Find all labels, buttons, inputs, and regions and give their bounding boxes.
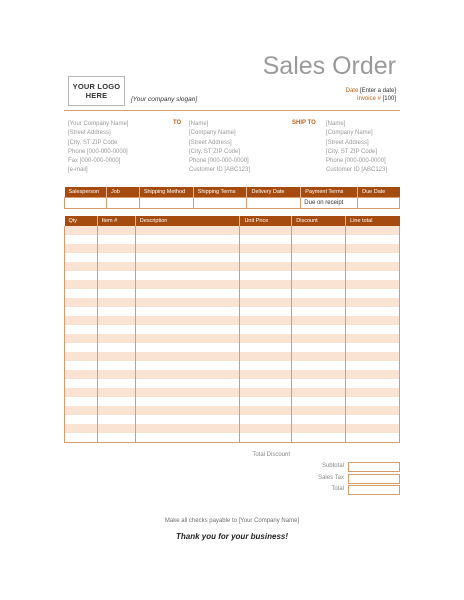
- cell-line-total[interactable]: [346, 397, 400, 406]
- cell-qty[interactable]: [65, 226, 98, 235]
- header-delivery-date: Delivery Date: [247, 187, 301, 198]
- cell-qty[interactable]: [65, 253, 98, 262]
- cell-unit-price[interactable]: [240, 343, 292, 352]
- table-row: [65, 307, 400, 316]
- cell-line-total[interactable]: [346, 316, 400, 325]
- cell-description[interactable]: [135, 352, 240, 361]
- cell-unit-price[interactable]: [240, 406, 292, 415]
- cell-description[interactable]: [135, 244, 240, 253]
- cell-item-number[interactable]: [97, 352, 135, 361]
- cell-discount[interactable]: [292, 316, 346, 325]
- cell-item-number[interactable]: [97, 370, 135, 379]
- cell-line-total[interactable]: [346, 298, 400, 307]
- table-row: [65, 235, 400, 244]
- cell-item-number[interactable]: [97, 235, 135, 244]
- cell-discount[interactable]: [292, 406, 346, 415]
- cell-unit-price[interactable]: [240, 334, 292, 343]
- cell-line-total[interactable]: [346, 289, 400, 298]
- payment-note: Make all checks payable to [Your Company Name]: [164, 518, 300, 524]
- cell-discount[interactable]: [292, 289, 346, 298]
- cell-qty[interactable]: [65, 280, 98, 289]
- cell-item-number[interactable]: [97, 280, 135, 289]
- cell-description[interactable]: [135, 253, 240, 262]
- cell-qty[interactable]: [65, 298, 98, 307]
- ship-to-company: [Company Name]: [326, 130, 373, 137]
- cell-line-total[interactable]: [346, 361, 400, 370]
- cell-qty[interactable]: [65, 289, 98, 298]
- cell-description[interactable]: [135, 235, 240, 244]
- cell-unit-price[interactable]: [240, 397, 292, 406]
- cell-unit-price[interactable]: [240, 433, 292, 443]
- cell-item-number[interactable]: [97, 316, 135, 325]
- cell-unit-price[interactable]: [240, 244, 292, 253]
- table-row: [65, 415, 400, 424]
- cell-item-number[interactable]: [97, 271, 135, 280]
- table-row: [65, 262, 400, 271]
- cell-line-total[interactable]: [346, 370, 400, 379]
- cell-qty[interactable]: [65, 334, 98, 343]
- ship-to-name: [Name]: [326, 121, 346, 127]
- cell-line-total[interactable]: [346, 244, 400, 253]
- invoice-value: [100]: [382, 96, 396, 102]
- cell-discount[interactable]: [292, 271, 346, 280]
- table-row: [65, 226, 400, 235]
- cell-qty[interactable]: [65, 307, 98, 316]
- cell-item-number[interactable]: [97, 334, 135, 343]
- cell-line-total[interactable]: [346, 325, 400, 334]
- table-row: [65, 244, 400, 253]
- cell-discount[interactable]: [292, 235, 346, 244]
- cell-qty[interactable]: [65, 244, 98, 253]
- cell-item-number[interactable]: [97, 406, 135, 415]
- cell-description[interactable]: [135, 289, 240, 298]
- cell-item-number[interactable]: [97, 388, 135, 397]
- cell-qty[interactable]: [65, 415, 98, 424]
- cell-line-total[interactable]: [346, 280, 400, 289]
- cell-item-number[interactable]: [97, 397, 135, 406]
- total-discount-label: Total Discount: [252, 452, 290, 458]
- logo-placeholder: [68, 76, 125, 106]
- header-unit-price: Unit Price: [240, 216, 292, 226]
- cell-item-number[interactable]: [97, 379, 135, 388]
- table-row: [65, 370, 400, 379]
- cell-shipping-method[interactable]: [139, 198, 193, 209]
- cell-item-number[interactable]: [97, 433, 135, 443]
- cell-line-total[interactable]: [346, 352, 400, 361]
- subtotal-label: Subtotal: [321, 463, 344, 469]
- cell-unit-price[interactable]: [240, 424, 292, 433]
- table-row: [65, 271, 400, 280]
- cell-discount[interactable]: [292, 325, 346, 334]
- table-row: [65, 433, 400, 443]
- to-address: [189, 120, 250, 176]
- cell-item-number[interactable]: [97, 262, 135, 271]
- to-company: [Company Name]: [189, 130, 236, 137]
- table-row: [65, 298, 400, 307]
- cell-item-number[interactable]: [97, 226, 135, 235]
- cell-item-number[interactable]: [97, 253, 135, 262]
- cell-salesperson[interactable]: [65, 198, 107, 209]
- cell-item-number[interactable]: [97, 343, 135, 352]
- header-divider: [64, 110, 400, 111]
- cell-unit-price[interactable]: [240, 415, 292, 424]
- cell-qty[interactable]: [65, 406, 98, 415]
- cell-description[interactable]: [135, 271, 240, 280]
- total-label: Total: [331, 486, 344, 492]
- from-city: [City, ST ZIP Code: [68, 139, 118, 146]
- cell-qty[interactable]: [65, 370, 98, 379]
- cell-item-number[interactable]: [97, 361, 135, 370]
- header-shipping-terms: Shipping Terms: [193, 187, 247, 198]
- line-items-header: [65, 216, 400, 226]
- cell-qty[interactable]: [65, 343, 98, 352]
- cell-description[interactable]: [135, 316, 240, 325]
- cell-job[interactable]: [106, 198, 139, 209]
- cell-qty[interactable]: [65, 397, 98, 406]
- from-address: [68, 120, 128, 176]
- table-row: [65, 289, 400, 298]
- cell-discount[interactable]: [292, 244, 346, 253]
- cell-qty[interactable]: [65, 325, 98, 334]
- cell-qty[interactable]: [65, 433, 98, 443]
- invoice-line: [357, 96, 396, 102]
- cell-qty[interactable]: [65, 388, 98, 397]
- cell-description[interactable]: [135, 343, 240, 352]
- table-row: [65, 352, 400, 361]
- to-customer-id: Customer ID [ABC123]: [189, 167, 251, 174]
- cell-item-number[interactable]: [97, 325, 135, 334]
- table-row: [65, 280, 400, 289]
- to-label: TO: [173, 120, 182, 126]
- cell-due-date[interactable]: [358, 198, 400, 209]
- invoice-label: Invoice #: [356, 96, 381, 102]
- cell-discount[interactable]: [292, 397, 346, 406]
- cell-description[interactable]: [135, 361, 240, 370]
- thank-you-note: Thank you for your business!: [175, 532, 288, 541]
- cell-description[interactable]: [135, 415, 240, 424]
- cell-qty[interactable]: [65, 316, 98, 325]
- subtotal-field[interactable]: [348, 462, 400, 472]
- cell-unit-price[interactable]: [240, 307, 292, 316]
- cell-discount[interactable]: [292, 226, 346, 235]
- cell-discount[interactable]: [292, 379, 346, 388]
- cell-unit-price[interactable]: [240, 298, 292, 307]
- header-description: Description: [135, 216, 240, 226]
- cell-discount[interactable]: [292, 361, 346, 370]
- cell-line-total[interactable]: [346, 226, 400, 235]
- to-city: [City, ST ZIP Code]: [189, 148, 241, 155]
- cell-unit-price[interactable]: [240, 361, 292, 370]
- cell-discount[interactable]: [292, 415, 346, 424]
- ship-to-phone: Phone [000-000-0000]: [326, 158, 386, 165]
- header-discount: Discount: [292, 216, 346, 226]
- from-phone: Phone [000-000-0000]: [68, 148, 128, 155]
- cell-unit-price[interactable]: [240, 235, 292, 244]
- cell-unit-price[interactable]: [240, 379, 292, 388]
- cell-line-total[interactable]: [346, 424, 400, 433]
- cell-description[interactable]: [135, 433, 240, 443]
- from-company: [Your Company Name]: [68, 121, 129, 127]
- table-row: [65, 316, 400, 325]
- table-row: [65, 397, 400, 406]
- cell-discount[interactable]: [292, 433, 346, 443]
- cell-description[interactable]: [135, 334, 240, 343]
- order-info-row: [65, 198, 400, 209]
- total-field[interactable]: [348, 485, 400, 495]
- cell-description[interactable]: [135, 307, 240, 316]
- cell-unit-price[interactable]: [240, 271, 292, 280]
- date-value: [Enter a date]: [359, 88, 396, 94]
- cell-line-total[interactable]: [346, 235, 400, 244]
- table-row: [65, 253, 400, 262]
- header-payment-terms: Payment Terms: [301, 187, 358, 198]
- from-fax: Fax [000-000-0000]: [68, 158, 121, 165]
- cell-qty[interactable]: [65, 361, 98, 370]
- cell-item-number[interactable]: [97, 424, 135, 433]
- to-name: [Name]: [189, 121, 209, 127]
- table-row: [65, 325, 400, 334]
- from-email: [e-mail]: [68, 167, 88, 174]
- header-line-total: Line total: [346, 216, 400, 226]
- header-item-number: Item #: [97, 216, 135, 226]
- cell-item-number[interactable]: [97, 244, 135, 253]
- cell-payment-terms[interactable]: Due on receipt: [301, 198, 358, 209]
- cell-delivery-date[interactable]: [247, 198, 301, 209]
- ship-to-label: SHIP TO: [292, 120, 316, 126]
- cell-line-total[interactable]: [346, 406, 400, 415]
- header-shipping-method: Shipping Method: [139, 187, 193, 198]
- order-info-table: [64, 187, 400, 209]
- to-phone: Phone [000-000-0000]: [189, 158, 249, 165]
- cell-item-number[interactable]: [97, 289, 135, 298]
- table-row: [65, 406, 400, 415]
- order-info-header: [65, 187, 400, 198]
- cell-description[interactable]: [135, 379, 240, 388]
- cell-description[interactable]: [135, 406, 240, 415]
- ship-to-address: [326, 120, 387, 176]
- ship-to-street: [Street Address]: [326, 139, 369, 146]
- cell-line-total[interactable]: [346, 379, 400, 388]
- header-qty: Qty: [65, 216, 98, 226]
- document-title: Sales Order: [262, 52, 396, 80]
- cell-unit-price[interactable]: [240, 289, 292, 298]
- cell-description[interactable]: [135, 262, 240, 271]
- cell-discount[interactable]: [292, 424, 346, 433]
- cell-discount[interactable]: [292, 262, 346, 271]
- cell-discount[interactable]: [292, 334, 346, 343]
- ship-to-city: [City, ST ZIP Code]: [326, 148, 378, 155]
- cell-line-total[interactable]: [346, 334, 400, 343]
- cell-line-total[interactable]: [346, 271, 400, 280]
- date-line: [346, 88, 396, 94]
- sales-tax-field[interactable]: [348, 474, 400, 484]
- cell-line-total[interactable]: [346, 415, 400, 424]
- cell-shipping-terms[interactable]: [193, 198, 247, 209]
- table-row: [65, 361, 400, 370]
- cell-description[interactable]: [135, 280, 240, 289]
- to-street: [Street Address]: [189, 139, 232, 146]
- cell-discount[interactable]: [292, 352, 346, 361]
- cell-item-number[interactable]: [97, 298, 135, 307]
- date-label: Date: [345, 88, 359, 94]
- cell-line-total[interactable]: [346, 307, 400, 316]
- table-row: [65, 388, 400, 397]
- cell-unit-price[interactable]: [240, 325, 292, 334]
- cell-discount[interactable]: [292, 370, 346, 379]
- cell-unit-price[interactable]: [240, 226, 292, 235]
- cell-unit-price[interactable]: [240, 316, 292, 325]
- cell-discount[interactable]: [292, 343, 346, 352]
- header-salesperson: Salesperson: [65, 187, 107, 198]
- cell-description[interactable]: [135, 424, 240, 433]
- cell-discount[interactable]: [292, 280, 346, 289]
- cell-unit-price[interactable]: [240, 280, 292, 289]
- from-street: [Street Address]: [68, 130, 111, 137]
- cell-line-total[interactable]: [346, 388, 400, 397]
- cell-qty[interactable]: [65, 352, 98, 361]
- cell-item-number[interactable]: [97, 415, 135, 424]
- cell-qty[interactable]: [65, 379, 98, 388]
- header-job: Job: [106, 187, 139, 198]
- cell-description[interactable]: [135, 298, 240, 307]
- cell-discount[interactable]: [292, 307, 346, 316]
- cell-line-total[interactable]: [346, 433, 400, 443]
- table-row: [65, 343, 400, 352]
- cell-unit-price[interactable]: [240, 388, 292, 397]
- cell-line-total[interactable]: [346, 262, 400, 271]
- cell-description[interactable]: [135, 397, 240, 406]
- table-row: [65, 334, 400, 343]
- cell-qty[interactable]: [65, 271, 98, 280]
- cell-discount[interactable]: [292, 298, 346, 307]
- cell-qty[interactable]: [65, 262, 98, 271]
- cell-qty[interactable]: [65, 424, 98, 433]
- logo-text: YOUR LOGO HERE: [72, 82, 121, 100]
- sales-tax-label: Sales Tax: [318, 475, 344, 481]
- line-items-table: [64, 216, 400, 443]
- cell-discount[interactable]: [292, 388, 346, 397]
- cell-unit-price[interactable]: [240, 253, 292, 262]
- header-due-date: Due Date: [358, 187, 400, 198]
- cell-description[interactable]: [135, 226, 240, 235]
- cell-unit-price[interactable]: [240, 370, 292, 379]
- company-slogan: [Your company slogan]: [131, 96, 198, 103]
- cell-unit-price[interactable]: [240, 262, 292, 271]
- cell-qty[interactable]: [65, 235, 98, 244]
- table-row: [65, 379, 400, 388]
- cell-description[interactable]: [135, 370, 240, 379]
- cell-description[interactable]: [135, 388, 240, 397]
- cell-description[interactable]: [135, 325, 240, 334]
- cell-discount[interactable]: [292, 253, 346, 262]
- cell-unit-price[interactable]: [240, 352, 292, 361]
- table-row: [65, 424, 400, 433]
- ship-to-customer-id: Customer ID [ABC123]: [326, 167, 388, 174]
- cell-line-total[interactable]: [346, 343, 400, 352]
- cell-line-total[interactable]: [346, 253, 400, 262]
- cell-item-number[interactable]: [97, 307, 135, 316]
